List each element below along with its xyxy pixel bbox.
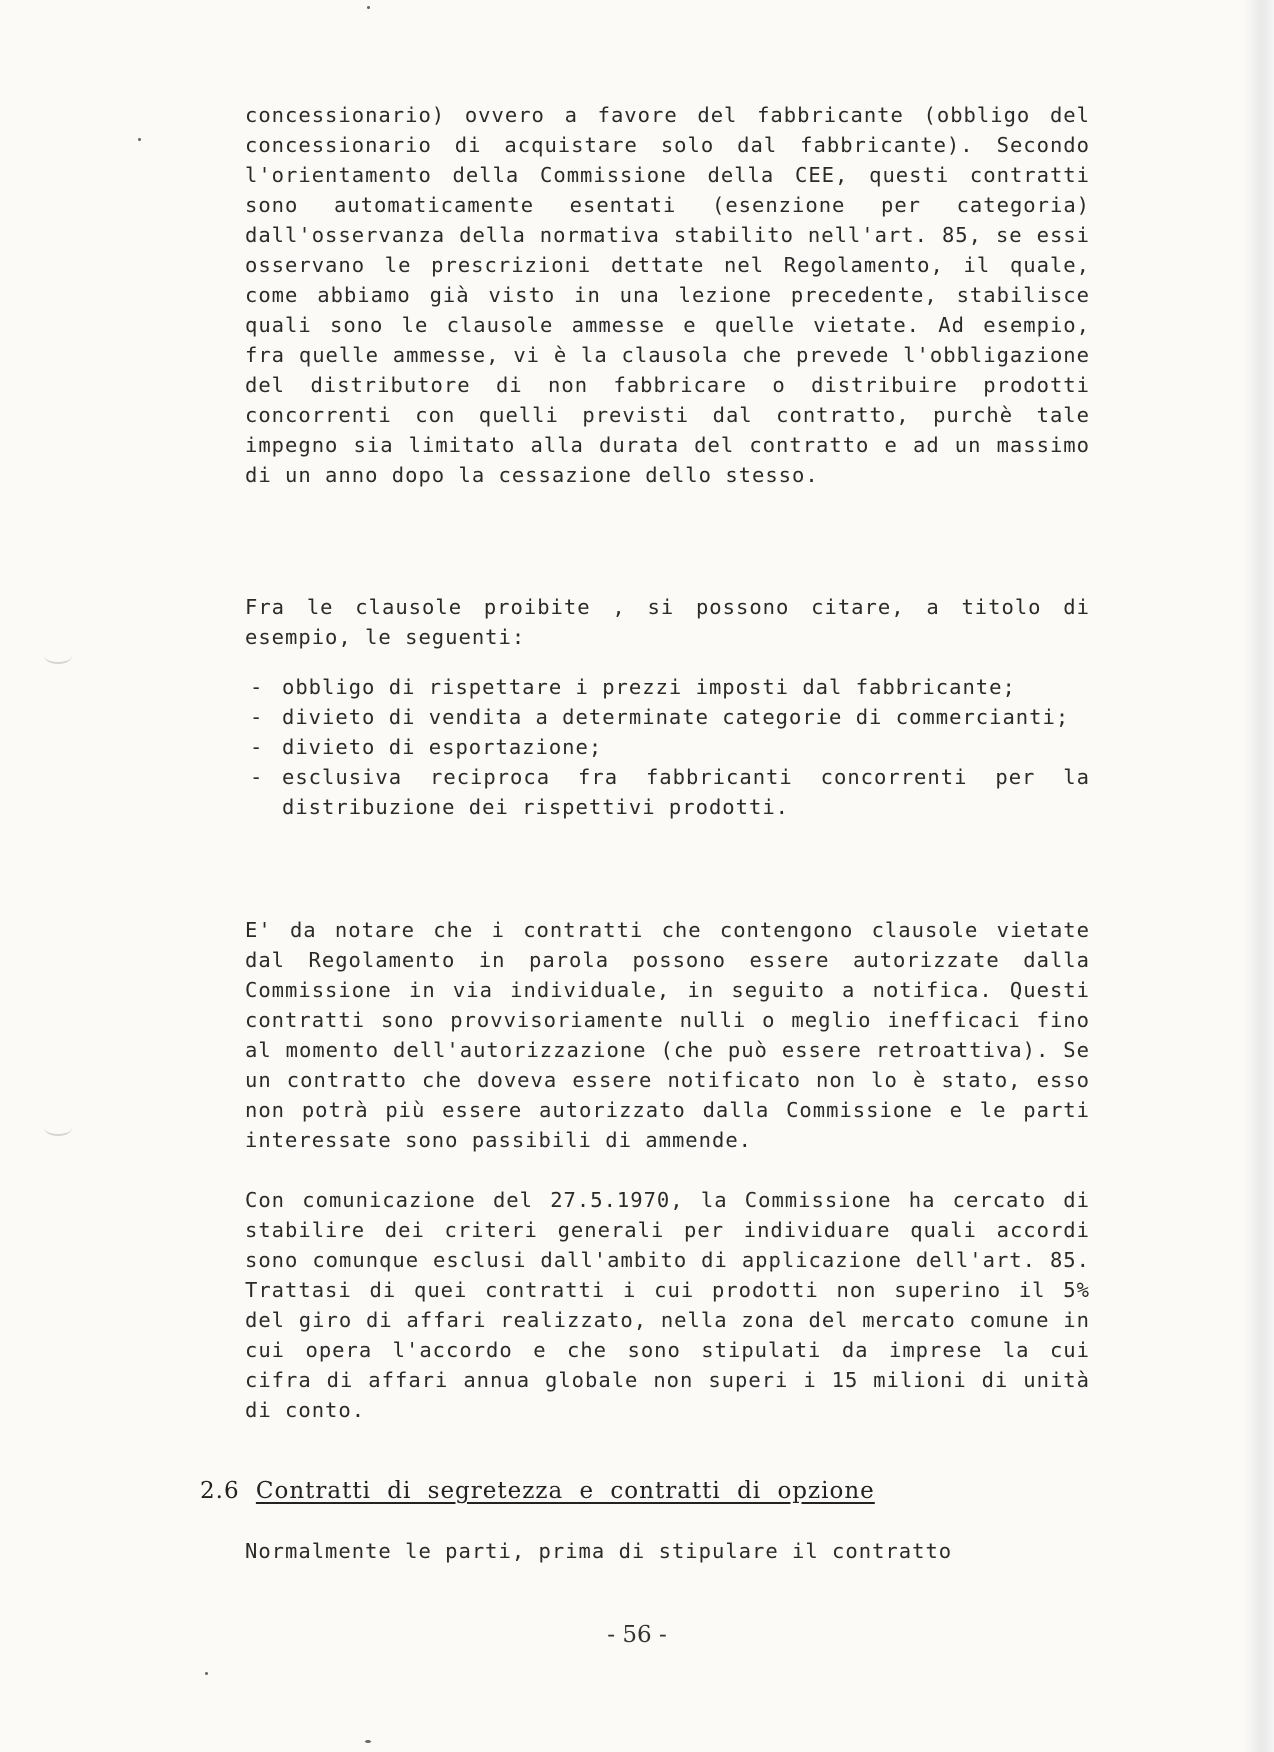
list-item [250,672,1090,702]
list-item-text: obbligo di rispettare i prezzi imposti dal fabbricante; [282,675,1016,699]
scan-speck [367,6,370,9]
section-number: 2.6 [200,1478,240,1504]
list-dash: - [250,765,264,789]
section-title: Contratti di segretezza e contratti di opzione [255,1478,875,1504]
punch-hole-mark [44,648,72,664]
punch-hole-mark [44,1120,72,1136]
scan-speck [365,1740,371,1743]
prohibited-clauses-list [250,672,1090,822]
paragraph-prohibited-clauses: Fra le clausole proibite , si possono citare, a titolo di esempio, le seguenti: [245,595,1090,649]
list-item [250,762,1090,822]
list-dash: - [250,705,264,729]
section-heading [200,1478,1100,1504]
page-number: - 56 - [607,1622,667,1648]
list-dash: - [250,675,264,699]
list-item [250,732,1090,762]
paragraph-exemption: concessionario) ovvero a favore del fabbricante (obbligo del concessionario di acquistare solo dal fabbricante). Secondo l'orientamento della Commissione della CEE, questi contratti sono automaticamente esentati (esenzione per categoria) dall'osservanza della normativa stabilito nell'art. 85, se essi osservano le prescrizioni dettate nel Regolamento, il quale, come abbiamo già visto in una lezione precedente, stabilisce quali sono le clausole ammesse e quelle vietate. Ad esempio, fra quelle ammesse, vi è la clausola che prevede l'obbligazione del distributore di non fabbricare o distribuire prodotti concorrenti con quelli previsti dal contratto, purchè tale impegno sia limitato alla durata del contratto e ad un massimo di un anno dopo la cessazione dello stesso. [245,103,1090,487]
list-item [250,702,1090,732]
list-item-text: divieto di vendita a determinate categorie di commercianti; [282,705,1070,729]
scan-speck [205,1672,208,1675]
scan-speck [138,138,141,141]
paragraph-secrecy-contracts: Normalmente le parti, prima di stipulare il contratto [245,1539,953,1563]
list-item-text: esclusiva reciproca fra fabbricanti concorrenti per la distribuzione dei rispettivi prodotti. [282,765,1090,819]
paragraph-authorization: E' da notare che i contratti che contengono clausole vietate dal Regolamento in parola possono essere autorizzate dalla Commissione in via individuale, in seguito a notifica. Questi contratti sono provvisoriamente nulli o meglio inefficaci fino al momento dell'autorizzazione (che può essere retroattiva). Se un contratto che doveva essere notificato non lo è stato, esso non potrà più essere autorizzato dalla Commissione e le parti interessate sono passibili di ammende. [245,918,1090,1152]
list-dash: - [250,735,264,759]
page-edge-shadow [1244,0,1274,1752]
list-item-text: divieto di esportazione; [282,735,603,759]
paragraph-communication-1970: Con comunicazione del 27.5.1970, la Commissione ha cercato di stabilire dei criteri generali per individuare quali accordi sono comunque esclusi dall'ambito di applicazione dell'art. 85. Trattasi di quei contratti i cui prodotti non superino il 5% del giro di affari realizzato, nella zona del mercato comune in cui opera l'accordo e che sono stipulati da imprese la cui cifra di affari annua globale non superi i 15 milioni di unità di conto. [245,1188,1090,1422]
